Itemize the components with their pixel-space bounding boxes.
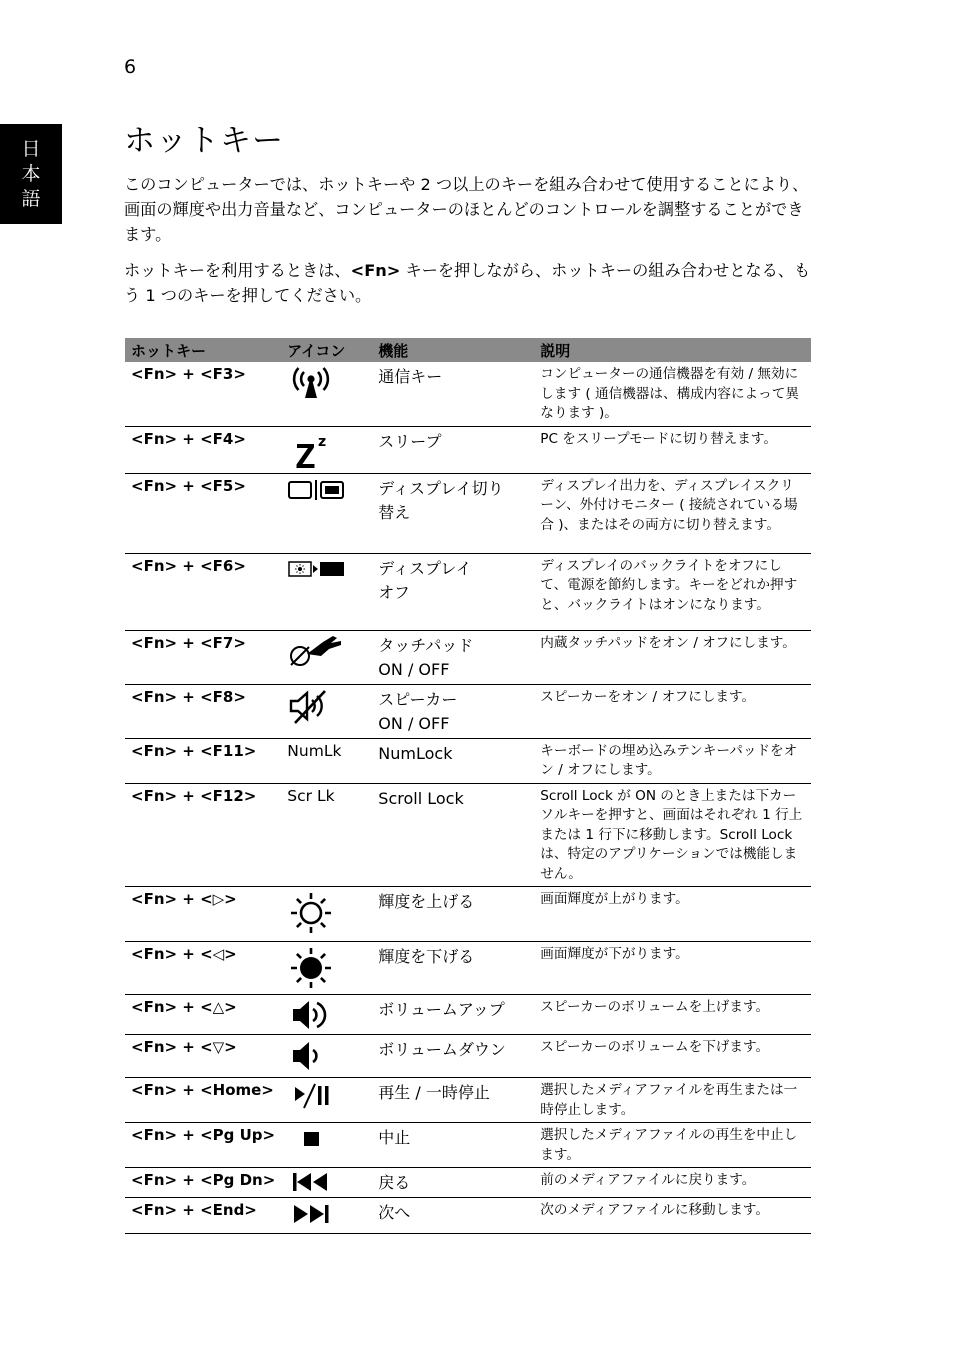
description-cell: 画面輝度が下がります。 bbox=[534, 942, 811, 995]
icon-cell bbox=[281, 630, 372, 684]
function-cell: 通信キー bbox=[372, 362, 534, 426]
hotkey-cell: <Fn> + <F6> bbox=[125, 553, 281, 630]
sleep-icon bbox=[287, 430, 335, 470]
touchpad-icon bbox=[287, 634, 345, 668]
icon-cell bbox=[281, 1078, 372, 1123]
language-tab bbox=[0, 124, 62, 224]
function-cell: 戻る bbox=[372, 1168, 534, 1198]
display-toggle-icon bbox=[287, 477, 347, 503]
icon-cell bbox=[281, 553, 372, 630]
hotkey-cell: <Fn> + <Home> bbox=[125, 1078, 281, 1123]
function-cell: Scroll Lock bbox=[372, 783, 534, 887]
table-row bbox=[125, 783, 811, 887]
hotkey-cell: <Fn> + <F4> bbox=[125, 426, 281, 473]
table-row bbox=[125, 1198, 811, 1234]
icon-cell bbox=[281, 1035, 372, 1078]
table-row bbox=[125, 1078, 811, 1123]
icon-cell: NumLk bbox=[281, 738, 372, 783]
icon-cell bbox=[281, 473, 372, 553]
table-row bbox=[125, 684, 811, 738]
function-cell: 再生 / 一時停止 bbox=[372, 1078, 534, 1123]
hotkey-cell: <Fn> + <△> bbox=[125, 995, 281, 1035]
language-tab-char: 日 bbox=[21, 137, 41, 160]
function-cell: ボリュームアップ bbox=[372, 995, 534, 1035]
description-cell: PC をスリープモードに切り替えます。 bbox=[534, 426, 811, 473]
function-cell: 次へ bbox=[372, 1198, 534, 1234]
speaker-mute-icon bbox=[287, 688, 335, 726]
next-track-icon bbox=[287, 1201, 335, 1227]
icon-cell bbox=[281, 995, 372, 1035]
table-row bbox=[125, 738, 811, 783]
page-title: ホットキー bbox=[124, 123, 284, 159]
hotkey-cell: <Fn> + <▽> bbox=[125, 1035, 281, 1078]
description-cell: 選択したメディアファイルを再生または一時停止します。 bbox=[534, 1078, 811, 1123]
function-cell: スリープ bbox=[372, 426, 534, 473]
icon-cell bbox=[281, 684, 372, 738]
function-cell: ディスプレイ オフ bbox=[372, 553, 534, 630]
icon-cell bbox=[281, 362, 372, 426]
icon-cell: Scr Lk bbox=[281, 783, 372, 887]
table-row bbox=[125, 473, 811, 553]
table-row bbox=[125, 362, 811, 426]
description-cell: Scroll Lock が ON のとき上または下カーソルキーを押すと、画面はそれぞれ 1 行上または 1 行下に移動します。Scroll Lock は、特定のアプリケーションでは機能しません。 bbox=[534, 783, 811, 887]
icon-cell bbox=[281, 426, 372, 473]
description-cell: 内蔵タッチパッドをオン / オフにします。 bbox=[534, 630, 811, 684]
hotkey-cell: <Fn> + <▷> bbox=[125, 887, 281, 942]
table-header-row bbox=[125, 338, 811, 362]
display-off-icon bbox=[287, 557, 347, 581]
table-row bbox=[125, 942, 811, 995]
hotkey-cell: <Fn> + <Pg Up> bbox=[125, 1123, 281, 1168]
table-row bbox=[125, 1035, 811, 1078]
header-description: 説明 bbox=[534, 338, 811, 362]
hotkey-cell: <Fn> + <F11> bbox=[125, 738, 281, 783]
header-function: 機能 bbox=[372, 338, 534, 362]
hotkey-cell: <Fn> + <F8> bbox=[125, 684, 281, 738]
function-cell: タッチパッド ON / OFF bbox=[372, 630, 534, 684]
table-row bbox=[125, 1123, 811, 1168]
function-cell: ディスプレイ切り 替え bbox=[372, 473, 534, 553]
play-pause-icon bbox=[287, 1081, 335, 1111]
description-cell: コンピューターの通信機器を有効 / 無効にします ( 通信機器は、構成内容によって異なります )。 bbox=[534, 362, 811, 426]
function-cell: NumLock bbox=[372, 738, 534, 783]
icon-cell bbox=[281, 887, 372, 942]
function-cell: スピーカー ON / OFF bbox=[372, 684, 534, 738]
hotkey-cell: <Fn> + <F7> bbox=[125, 630, 281, 684]
volume-up-icon bbox=[287, 998, 335, 1032]
table-row bbox=[125, 995, 811, 1035]
hotkey-cell: <Fn> + <Pg Dn> bbox=[125, 1168, 281, 1198]
brightness-up-icon bbox=[287, 890, 335, 936]
header-icon: アイコン bbox=[281, 338, 372, 362]
intro-paragraph: このコンピューターでは、ホットキーや 2 つ以上のキーを組み合わせて使用することにより、画面の輝度や出力音量など、コンピューターのほとんどのコントロールを調整することができます。 bbox=[124, 175, 809, 244]
table-row bbox=[125, 630, 811, 684]
header-hotkey: ホットキー bbox=[125, 338, 281, 362]
stop-icon bbox=[287, 1126, 335, 1152]
intro-paragraph-usage bbox=[124, 258, 814, 308]
function-cell: 輝度を下げる bbox=[372, 942, 534, 995]
description-cell: 次のメディアファイルに移動します。 bbox=[534, 1198, 811, 1234]
page-number: 6 bbox=[124, 56, 137, 78]
description-cell: 選択したメディアファイルの再生を中止します。 bbox=[534, 1123, 811, 1168]
description-cell: キーボードの埋め込みテンキーパッドをオン / オフにします。 bbox=[534, 738, 811, 783]
fn-key-label: <Fn> bbox=[350, 261, 401, 280]
hotkey-table bbox=[125, 338, 811, 1234]
table-row bbox=[125, 887, 811, 942]
icon-cell bbox=[281, 942, 372, 995]
function-cell: 輝度を上げる bbox=[372, 887, 534, 942]
hotkey-cell: <Fn> + <F5> bbox=[125, 473, 281, 553]
icon-cell bbox=[281, 1198, 372, 1234]
intro-text: ホットキーを利用するときは、 bbox=[124, 261, 351, 280]
icon-cell bbox=[281, 1168, 372, 1198]
volume-down-icon bbox=[287, 1038, 335, 1074]
hotkey-cell: <Fn> + <F12> bbox=[125, 783, 281, 887]
hotkey-cell: <Fn> + <End> bbox=[125, 1198, 281, 1234]
description-cell: 前のメディアファイルに戻ります。 bbox=[534, 1168, 811, 1198]
previous-track-icon bbox=[287, 1171, 335, 1193]
language-tab-char: 本 bbox=[21, 162, 41, 185]
icon-cell bbox=[281, 1123, 372, 1168]
description-cell: スピーカーのボリュームを上げます。 bbox=[534, 995, 811, 1035]
brightness-down-icon bbox=[287, 945, 335, 991]
language-tab-char: 語 bbox=[21, 187, 41, 210]
hotkey-cell: <Fn> + <F3> bbox=[125, 362, 281, 426]
wireless-icon bbox=[287, 365, 335, 405]
description-cell: ディスプレイ出力を、ディスプレイスクリーン、外付けモニター ( 接続されている場合 )、またはその両方に切り替えます。 bbox=[534, 473, 811, 553]
table-row bbox=[125, 553, 811, 630]
description-cell: ディスプレイのバックライトをオフにして、電源を節約します。キーをどれか押すと、バックライトはオンになります。 bbox=[534, 553, 811, 630]
description-cell: スピーカーのボリュームを下げます。 bbox=[534, 1035, 811, 1078]
svg-text:z: z bbox=[318, 433, 327, 450]
function-cell: ボリュームダウン bbox=[372, 1035, 534, 1078]
table-row bbox=[125, 1168, 811, 1198]
hotkey-cell: <Fn> + <◁> bbox=[125, 942, 281, 995]
function-cell: 中止 bbox=[372, 1123, 534, 1168]
description-cell: 画面輝度が上がります。 bbox=[534, 887, 811, 942]
intro-text: キーを押しながら、ホットキーの組み合わせとなる、もう 1 つのキーを押してください。 bbox=[124, 261, 811, 305]
table-row bbox=[125, 426, 811, 473]
description-cell: スピーカーをオン / オフにします。 bbox=[534, 684, 811, 738]
